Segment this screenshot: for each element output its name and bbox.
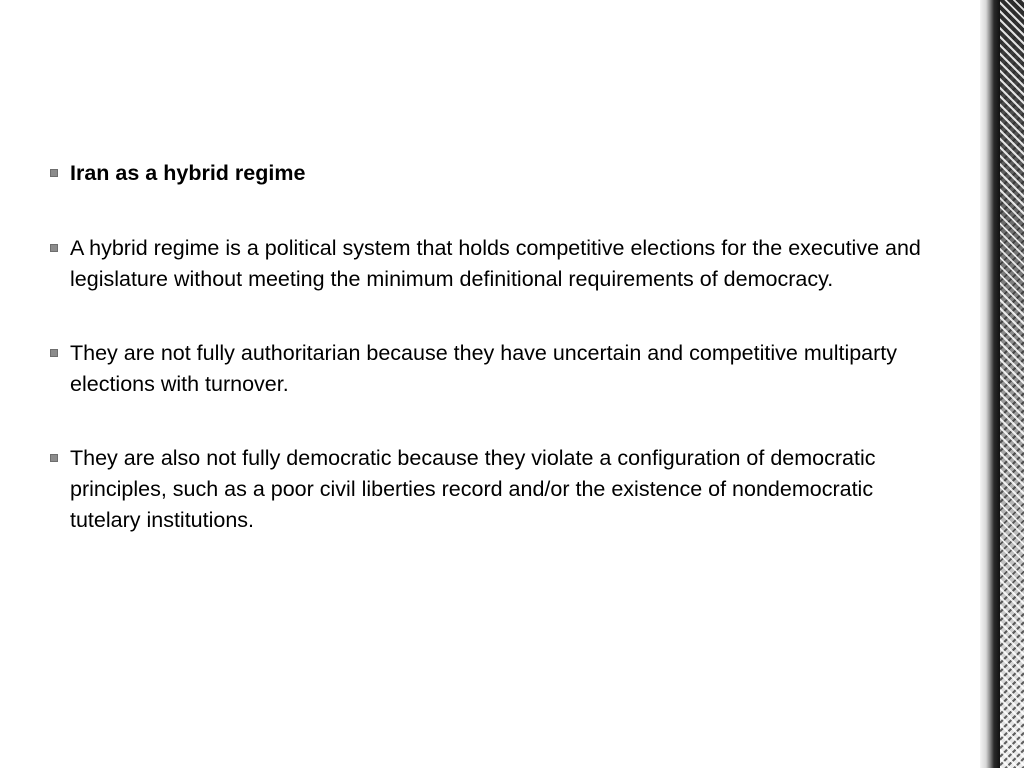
slide-heading: Iran as a hybrid regime: [70, 161, 306, 185]
slide-content: [50, 158, 930, 579]
bullet-item: [50, 443, 930, 536]
heading-item: [50, 158, 930, 189]
square-bullet-icon: [50, 244, 58, 252]
bullet-item: [50, 233, 930, 295]
bullet-text: They are also not fully democratic because they violate a configuration of democratic principles, such as a poor civil liberties record and/or the existence of nondemocratic tutelary institutions.: [70, 446, 876, 532]
square-bullet-icon: [50, 169, 58, 177]
bullet-text: They are not fully authoritarian because they have uncertain and competitive multiparty elections with turnover.: [70, 341, 898, 396]
square-bullet-icon: [50, 454, 58, 462]
square-bullet-icon: [50, 349, 58, 357]
bullet-text: A hybrid regime is a political system that holds competitive elections for the executive and legislature without meeting the minimum definitional requirements of democracy.: [70, 236, 921, 291]
bullet-item: [50, 338, 930, 400]
decorative-edge-pattern: [1000, 0, 1024, 768]
